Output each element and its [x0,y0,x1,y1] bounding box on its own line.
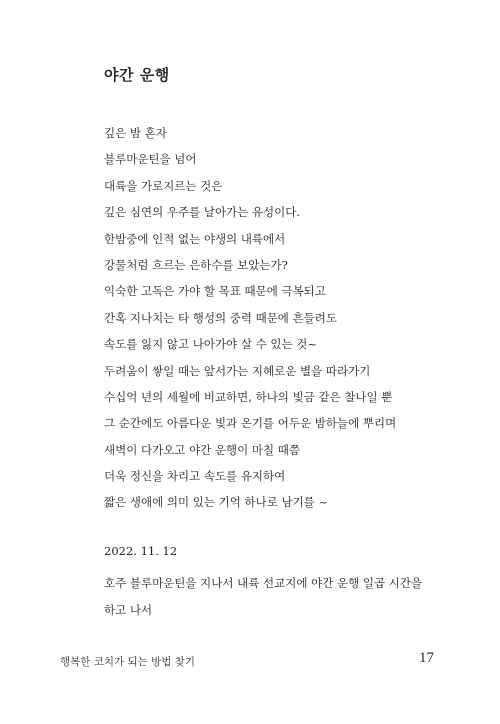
note-line: 호주 블루마운틴을 지나서 내륙 선교지에 야간 운행 일곱 시간을 [104,576,423,590]
poem-line: 블루마운틴을 넘어 [104,152,197,167]
poem-note [104,570,474,623]
poem-line: 그 순간에도 아름다운 빛과 온기를 어두운 밤하늘에 뿌리며 [104,416,397,431]
footer-book-title: 행복한 코치가 되는 방법 찾기 [60,656,196,668]
poem-line: 강물처럼 흐르는 은하수를 보았는가? [104,257,288,272]
poem-line: 한밤중에 인적 없는 야생의 내륙에서 [104,231,286,246]
poem-title: 야간 운행 [104,66,170,84]
poem-line: 짧은 생애에 의미 있는 기억 하나로 남기를 ~ [104,495,329,510]
poem-line: 새벽이 다가오고 야간 운행이 마칠 때쯤 [104,442,301,457]
poem-line: 깊은 밤 혼자 [104,126,167,140]
poem-line: 익숙한 고독은 가야 할 목표 때문에 극복되고 [104,284,326,299]
poem-line: 깊은 심연의 우주를 날아가는 유성이다. [104,205,301,220]
page-number: 17 [419,650,434,666]
poem-body [104,120,474,516]
poem-line: 대륙을 가로지르는 것은 [104,178,223,193]
poem-line: 더욱 정신을 차리고 속도를 유지하여 [104,469,286,484]
poem-line: 속도를 잃지 않고 나아가야 살 수 있는 것~ [104,337,317,352]
note-line: 하고 나서 [104,602,153,617]
poem-line: 두려움이 쌓일 때는 앞서가는 지혜로운 별을 따라가기 [104,363,371,378]
poem-line: 간혹 지나치는 타 행성의 중력 때문에 흔들려도 [104,310,338,325]
poem-date: 2022. 11. 12 [104,544,178,558]
poem-line: 수십억 년의 세월에 비교하면, 하나의 빛금 같은 찰나일 뿐 [104,389,393,404]
